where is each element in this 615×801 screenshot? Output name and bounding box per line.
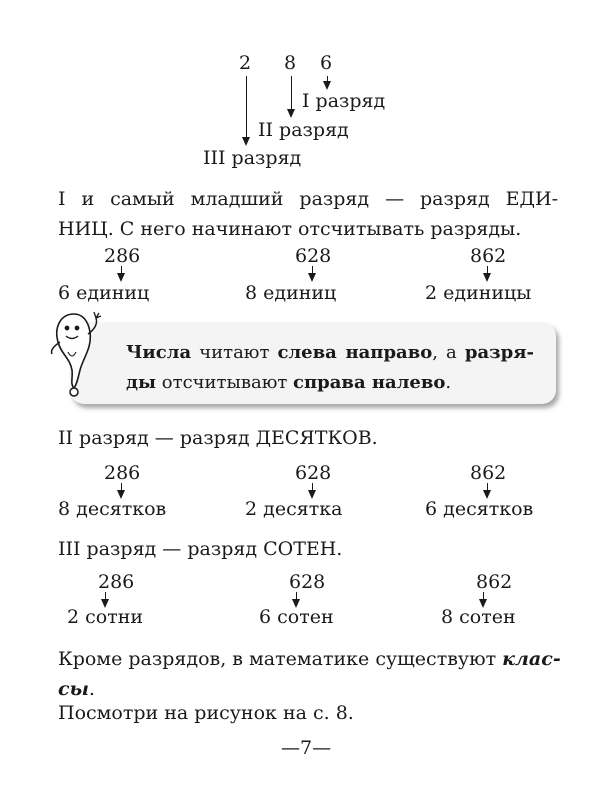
arrow-down-icon — [296, 592, 297, 606]
arrow-down-icon — [105, 592, 106, 606]
arrow-down-icon — [121, 483, 122, 497]
example-label: 6 сотен — [259, 606, 334, 628]
arrow-down-icon — [291, 76, 292, 116]
callout-text-run: , а — [432, 342, 465, 363]
example-number: 286 — [104, 245, 141, 267]
example-label: 6 десятков — [425, 498, 534, 520]
arrow-down-icon — [487, 483, 488, 497]
arrow-down-icon — [327, 76, 328, 88]
classes-paragraph — [58, 644, 561, 704]
example-number: 286 — [98, 571, 135, 593]
droplet-mascot-icon — [44, 308, 114, 400]
example-label: 8 единиц — [245, 282, 337, 304]
label-second-digit: II разряд — [258, 119, 349, 141]
label-first-digit: I разряд — [302, 90, 386, 112]
tens-heading: II разряд — разряд ДЕСЯТКОВ. — [58, 427, 378, 449]
example-label: 6 единиц — [58, 282, 150, 304]
example-number: 628 — [289, 571, 326, 593]
example-label: 2 единицы — [425, 282, 532, 304]
label-third-digit: III разряд — [203, 147, 302, 169]
classes-term: клас- — [502, 648, 561, 670]
look-instruction: Посмотри на рисунок на с. 8. — [58, 702, 354, 724]
arrow-down-icon — [312, 483, 313, 497]
arrow-down-icon — [487, 266, 488, 280]
arrow-down-icon — [121, 266, 122, 280]
arrow-down-icon — [246, 76, 247, 144]
digit-tens: 8 — [284, 52, 297, 74]
callout-text-run: отсчитывают — [156, 372, 294, 393]
digit-units: 6 — [320, 52, 333, 74]
example-number: 862 — [470, 462, 507, 484]
classes-text-run: Кроме разрядов, в математике существуют — [58, 648, 503, 670]
example-number: 862 — [476, 571, 513, 593]
callout-text-run: читают — [191, 342, 278, 363]
hundreds-heading: III разряд — разряд СОТЕН. — [58, 538, 343, 560]
digit-hundreds: 2 — [239, 52, 252, 74]
callout-bold: слева направо — [277, 342, 433, 363]
example-number: 628 — [295, 245, 332, 267]
callout-bold: разря- — [464, 342, 534, 363]
example-label: 2 десятка — [245, 498, 343, 520]
classes-text-run: . — [88, 678, 95, 700]
intro-paragraph — [58, 184, 558, 244]
example-label: 8 десятков — [58, 498, 167, 520]
callout-text-run: . — [445, 372, 452, 393]
callout-bold: Числа — [126, 342, 192, 363]
classes-term: сы — [58, 678, 89, 700]
page-number: —7— — [281, 737, 332, 759]
example-label: 2 сотни — [67, 606, 144, 628]
callout-bold: справа налево — [293, 372, 446, 393]
intro-line-1: I и самый младший разряд — разряд ЕДИ- — [58, 188, 558, 210]
callout-text — [126, 338, 534, 398]
example-label: 8 сотен — [441, 606, 516, 628]
example-number: 286 — [104, 462, 141, 484]
example-number: 862 — [470, 245, 507, 267]
arrow-down-icon — [483, 592, 484, 606]
intro-line-2: НИЦ. С него начинают отсчитывать разряды. — [58, 218, 522, 240]
example-number: 628 — [295, 462, 332, 484]
callout-bold: ды — [126, 372, 157, 393]
arrow-down-icon — [312, 266, 313, 280]
